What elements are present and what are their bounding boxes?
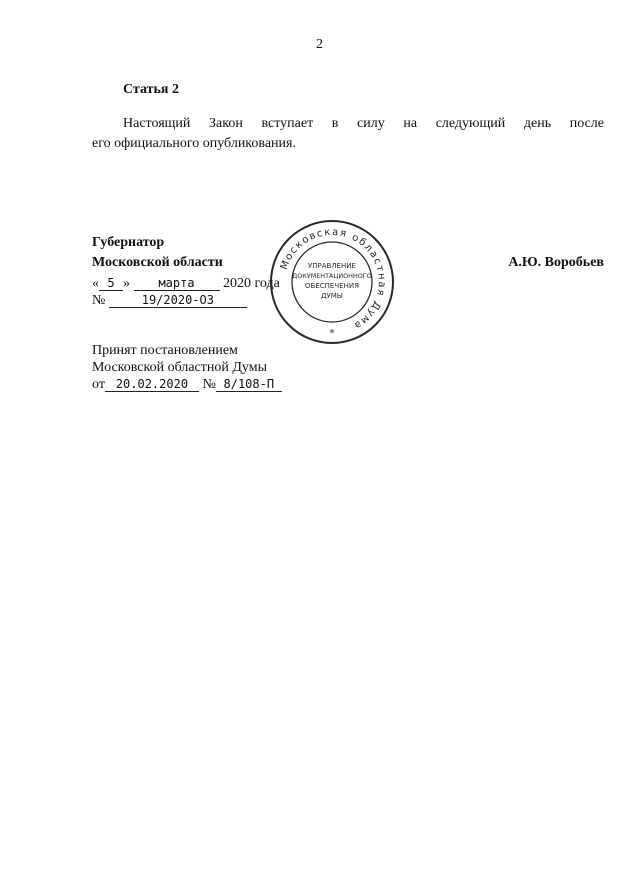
official-stamp <box>268 218 396 346</box>
article-text-line-1: Настоящий Закон вступает в силу на следующий день после <box>123 116 604 131</box>
adoption-line-3 <box>92 377 282 393</box>
date-open-quote: « <box>92 276 99 291</box>
signatory-position-line-1: Губернатор <box>92 235 165 250</box>
stamp-inner-line-3: ОБЕСПЕЧЕНИЯ <box>305 282 359 290</box>
adoption-line-1: Принят постановлением <box>92 343 238 358</box>
date-close-quote: » <box>123 276 130 291</box>
signing-month: марта <box>134 276 220 291</box>
signing-day: 5 <box>99 276 123 291</box>
signing-year: 2020 года <box>223 276 280 291</box>
signatory-position-line-2: Московской области <box>92 255 223 270</box>
stamp-inner-line-2: ДОКУМЕНТАЦИОННОГО <box>292 272 372 280</box>
adoption-date: 20.02.2020 <box>105 377 199 392</box>
article-text-line-2: его официального опубликования. <box>92 136 296 151</box>
adoption-number: 8/108-П <box>216 377 282 392</box>
stamp-inner-line-4: ДУМЫ <box>321 292 343 300</box>
law-number-line <box>92 293 247 309</box>
adoption-number-label: № <box>202 377 216 392</box>
adoption-line-2: Московской областной Думы <box>92 360 267 375</box>
article-title: Статья 2 <box>123 82 179 97</box>
law-number: 19/2020-ОЗ <box>109 293 247 308</box>
page-number: 2 <box>316 37 323 52</box>
signing-date <box>92 276 280 292</box>
stamp-inner-line-1: УПРАВЛЕНИЕ <box>308 262 356 270</box>
adoption-date-label: от <box>92 377 105 392</box>
stamp-ring-textpath: Московская областная Дума <box>278 226 388 332</box>
law-number-label: № <box>92 293 106 308</box>
signatory-name: А.Ю. Воробьев <box>508 255 604 270</box>
stamp-star: * <box>329 328 335 339</box>
